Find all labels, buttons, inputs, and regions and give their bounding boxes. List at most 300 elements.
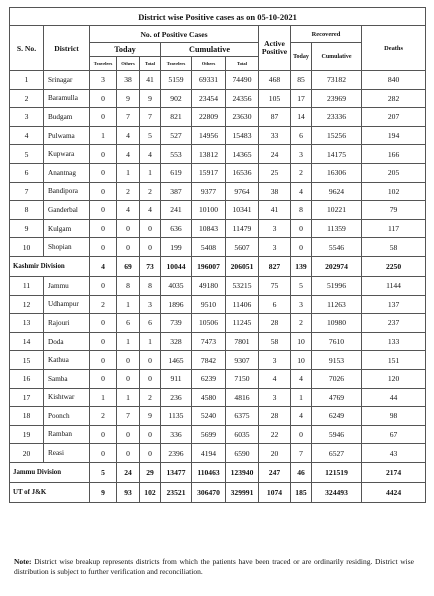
cell-t-trav: 1 bbox=[90, 388, 117, 407]
cell-t-tot: 9 bbox=[140, 407, 161, 426]
cell-t-tot: 4 bbox=[140, 201, 161, 220]
cell-r-cum: 23336 bbox=[312, 108, 362, 127]
header-cumulative-total: Total bbox=[226, 57, 259, 71]
cell-deaths: 237 bbox=[362, 314, 426, 333]
cell-c-trav: 13477 bbox=[161, 462, 192, 482]
cell-t-oth: 8 bbox=[117, 276, 140, 295]
cell-r-cum: 73182 bbox=[312, 71, 362, 90]
cell-c-tot: 11245 bbox=[226, 314, 259, 333]
cell-c-oth: 7473 bbox=[192, 332, 226, 351]
cell-deaths: 117 bbox=[362, 219, 426, 238]
cell-district: Budgam bbox=[44, 108, 90, 127]
table-row bbox=[10, 219, 426, 238]
cell-t-oth: 0 bbox=[117, 219, 140, 238]
cell-c-trav: 241 bbox=[161, 201, 192, 220]
header-today-total: Total bbox=[140, 57, 161, 71]
cell-c-tot: 7150 bbox=[226, 369, 259, 388]
cell-r-today: 46 bbox=[291, 462, 312, 482]
cell-t-oth: 0 bbox=[117, 238, 140, 257]
cell-c-trav: 739 bbox=[161, 314, 192, 333]
cell-c-oth: 9377 bbox=[192, 182, 226, 201]
cell-active: 38 bbox=[259, 182, 291, 201]
cell-t-tot: 2 bbox=[140, 388, 161, 407]
cell-active: 22 bbox=[259, 425, 291, 444]
cell-t-tot: 6 bbox=[140, 314, 161, 333]
cell-active: 1074 bbox=[259, 482, 291, 502]
cell-r-cum: 15256 bbox=[312, 126, 362, 145]
table-body bbox=[10, 71, 426, 503]
subtotal-row bbox=[10, 482, 426, 502]
cell-active: 25 bbox=[259, 163, 291, 182]
cell-c-oth: 69331 bbox=[192, 71, 226, 90]
cell-active: 468 bbox=[259, 71, 291, 90]
cell-t-oth: 4 bbox=[117, 145, 140, 164]
cell-sno: 10 bbox=[10, 238, 44, 257]
cell-t-tot: 1 bbox=[140, 163, 161, 182]
cell-t-tot: 0 bbox=[140, 444, 161, 463]
cell-c-tot: 123940 bbox=[226, 462, 259, 482]
cell-r-today: 6 bbox=[291, 126, 312, 145]
cell-deaths: 2174 bbox=[362, 462, 426, 482]
cell-t-oth: 0 bbox=[117, 351, 140, 370]
cell-r-today: 0 bbox=[291, 219, 312, 238]
cell-c-oth: 6239 bbox=[192, 369, 226, 388]
header-today-travelers: Travelers bbox=[90, 57, 117, 71]
cell-deaths: 98 bbox=[362, 407, 426, 426]
cell-t-tot: 73 bbox=[140, 256, 161, 276]
cell-t-oth: 6 bbox=[117, 314, 140, 333]
subtotal-row bbox=[10, 462, 426, 482]
cell-t-trav: 1 bbox=[90, 126, 117, 145]
cell-c-oth: 10506 bbox=[192, 314, 226, 333]
cell-district: Poonch bbox=[44, 407, 90, 426]
district-cases-table bbox=[9, 7, 426, 503]
cell-t-oth: 0 bbox=[117, 444, 140, 463]
cell-district: Kupwara bbox=[44, 145, 90, 164]
cell-r-cum: 5946 bbox=[312, 425, 362, 444]
cell-r-today: 2 bbox=[291, 163, 312, 182]
cell-t-tot: 7 bbox=[140, 108, 161, 127]
cell-active: 4 bbox=[259, 369, 291, 388]
cell-r-today: 5 bbox=[291, 276, 312, 295]
cell-c-tot: 5607 bbox=[226, 238, 259, 257]
cell-r-today: 17 bbox=[291, 89, 312, 108]
cell-sno: 5 bbox=[10, 145, 44, 164]
cell-t-oth: 9 bbox=[117, 89, 140, 108]
cell-t-trav: 0 bbox=[90, 163, 117, 182]
cell-deaths: 166 bbox=[362, 145, 426, 164]
cell-t-oth: 1 bbox=[117, 332, 140, 351]
cell-t-tot: 0 bbox=[140, 369, 161, 388]
cell-c-oth: 49180 bbox=[192, 276, 226, 295]
cell-t-oth: 4 bbox=[117, 201, 140, 220]
cell-district: Anantnag bbox=[44, 163, 90, 182]
cell-c-tot: 7801 bbox=[226, 332, 259, 351]
cell-district: Srinagar bbox=[44, 71, 90, 90]
cell-r-cum: 51996 bbox=[312, 276, 362, 295]
cell-sno: 15 bbox=[10, 351, 44, 370]
cell-t-trav: 0 bbox=[90, 182, 117, 201]
cell-c-tot: 6590 bbox=[226, 444, 259, 463]
cell-c-trav: 911 bbox=[161, 369, 192, 388]
cell-active: 3 bbox=[259, 388, 291, 407]
table-row bbox=[10, 238, 426, 257]
cell-r-today: 0 bbox=[291, 238, 312, 257]
cell-c-trav: 23521 bbox=[161, 482, 192, 502]
cell-deaths: 133 bbox=[362, 332, 426, 351]
cell-r-today: 7 bbox=[291, 444, 312, 463]
cell-t-oth: 1 bbox=[117, 388, 140, 407]
cell-r-today: 3 bbox=[291, 145, 312, 164]
footnote bbox=[14, 557, 414, 577]
cell-deaths: 137 bbox=[362, 295, 426, 314]
cell-sno: 14 bbox=[10, 332, 44, 351]
cell-active: 33 bbox=[259, 126, 291, 145]
cell-c-tot: 6375 bbox=[226, 407, 259, 426]
cell-t-oth: 7 bbox=[117, 108, 140, 127]
cell-c-trav: 902 bbox=[161, 89, 192, 108]
cell-t-trav: 3 bbox=[90, 71, 117, 90]
cell-deaths: 205 bbox=[362, 163, 426, 182]
cell-r-today: 14 bbox=[291, 108, 312, 127]
cell-c-tot: 15483 bbox=[226, 126, 259, 145]
cell-r-today: 85 bbox=[291, 71, 312, 90]
header-today: Today bbox=[90, 43, 161, 57]
cell-r-today: 4 bbox=[291, 182, 312, 201]
cell-active: 28 bbox=[259, 407, 291, 426]
cell-c-oth: 5408 bbox=[192, 238, 226, 257]
cell-r-cum: 121519 bbox=[312, 462, 362, 482]
cell-sno: 16 bbox=[10, 369, 44, 388]
cell-district: Bandipora bbox=[44, 182, 90, 201]
cell-t-trav: 0 bbox=[90, 219, 117, 238]
header-recovered-today: Today bbox=[291, 43, 312, 71]
cell-c-trav: 636 bbox=[161, 219, 192, 238]
cell-c-oth: 23454 bbox=[192, 89, 226, 108]
cell-district: Kulgam bbox=[44, 219, 90, 238]
cell-t-tot: 1 bbox=[140, 332, 161, 351]
cell-c-tot: 10341 bbox=[226, 201, 259, 220]
cell-r-cum: 324493 bbox=[312, 482, 362, 502]
cell-c-trav: 2396 bbox=[161, 444, 192, 463]
cell-c-oth: 5699 bbox=[192, 425, 226, 444]
cell-c-oth: 7842 bbox=[192, 351, 226, 370]
cell-district: Pulwama bbox=[44, 126, 90, 145]
cell-sno: 2 bbox=[10, 89, 44, 108]
header-cumulative: Cumulative bbox=[161, 43, 259, 57]
cell-t-tot: 102 bbox=[140, 482, 161, 502]
cell-c-trav: 336 bbox=[161, 425, 192, 444]
cell-sno: 11 bbox=[10, 276, 44, 295]
cell-r-cum: 11359 bbox=[312, 219, 362, 238]
cell-t-trav: 0 bbox=[90, 238, 117, 257]
cell-c-trav: 821 bbox=[161, 108, 192, 127]
cell-c-tot: 23630 bbox=[226, 108, 259, 127]
cell-r-today: 4 bbox=[291, 407, 312, 426]
cell-sno: 7 bbox=[10, 182, 44, 201]
cell-r-cum: 16306 bbox=[312, 163, 362, 182]
cell-r-today: 3 bbox=[291, 295, 312, 314]
table-row bbox=[10, 163, 426, 182]
cell-t-trav: 0 bbox=[90, 351, 117, 370]
cell-t-tot: 8 bbox=[140, 276, 161, 295]
cell-r-cum: 23969 bbox=[312, 89, 362, 108]
cell-c-tot: 14365 bbox=[226, 145, 259, 164]
cell-district: Reasi bbox=[44, 444, 90, 463]
cell-r-cum: 10980 bbox=[312, 314, 362, 333]
cell-deaths: 102 bbox=[362, 182, 426, 201]
cell-t-trav: 4 bbox=[90, 256, 117, 276]
cell-c-tot: 11406 bbox=[226, 295, 259, 314]
table-row bbox=[10, 388, 426, 407]
cell-active: 3 bbox=[259, 219, 291, 238]
header-recovered-cumulative: Cumulative bbox=[312, 43, 362, 71]
cell-r-today: 10 bbox=[291, 332, 312, 351]
cell-r-today: 185 bbox=[291, 482, 312, 502]
table-row bbox=[10, 108, 426, 127]
cell-c-oth: 5240 bbox=[192, 407, 226, 426]
table-row bbox=[10, 126, 426, 145]
cell-deaths: 44 bbox=[362, 388, 426, 407]
cell-t-trav: 0 bbox=[90, 89, 117, 108]
cell-r-cum: 7026 bbox=[312, 369, 362, 388]
cell-t-tot: 9 bbox=[140, 89, 161, 108]
cell-deaths: 151 bbox=[362, 351, 426, 370]
cell-deaths: 282 bbox=[362, 89, 426, 108]
cell-deaths: 1144 bbox=[362, 276, 426, 295]
cell-district: Doda bbox=[44, 332, 90, 351]
cell-c-oth: 4580 bbox=[192, 388, 226, 407]
cell-active: 827 bbox=[259, 256, 291, 276]
cell-t-tot: 0 bbox=[140, 219, 161, 238]
header-active-positive: Active Positive bbox=[259, 26, 291, 71]
cell-r-today: 8 bbox=[291, 201, 312, 220]
cell-c-oth: 14956 bbox=[192, 126, 226, 145]
table-row bbox=[10, 369, 426, 388]
cell-r-today: 0 bbox=[291, 425, 312, 444]
cell-district: Kishtwar bbox=[44, 388, 90, 407]
header-cumulative-others: Others bbox=[192, 57, 226, 71]
cell-sno: 8 bbox=[10, 201, 44, 220]
table-row bbox=[10, 332, 426, 351]
cell-t-tot: 4 bbox=[140, 145, 161, 164]
cell-t-oth: 24 bbox=[117, 462, 140, 482]
table-row bbox=[10, 201, 426, 220]
cell-t-trav: 2 bbox=[90, 295, 117, 314]
cell-active: 105 bbox=[259, 89, 291, 108]
cell-c-oth: 10843 bbox=[192, 219, 226, 238]
cell-t-trav: 0 bbox=[90, 369, 117, 388]
table-row bbox=[10, 407, 426, 426]
cell-sno: 4 bbox=[10, 126, 44, 145]
cell-t-oth: 7 bbox=[117, 407, 140, 426]
cell-c-trav: 10044 bbox=[161, 256, 192, 276]
cell-t-oth: 2 bbox=[117, 182, 140, 201]
cell-district: Jammu Division bbox=[10, 462, 90, 482]
cell-c-trav: 328 bbox=[161, 332, 192, 351]
cell-t-tot: 2 bbox=[140, 182, 161, 201]
cell-t-tot: 0 bbox=[140, 351, 161, 370]
cell-sno: 13 bbox=[10, 314, 44, 333]
cell-t-trav: 0 bbox=[90, 425, 117, 444]
cell-c-trav: 5159 bbox=[161, 71, 192, 90]
cell-district: Shopian bbox=[44, 238, 90, 257]
cell-t-oth: 1 bbox=[117, 295, 140, 314]
cell-sno: 19 bbox=[10, 425, 44, 444]
cell-r-cum: 4769 bbox=[312, 388, 362, 407]
cell-t-tot: 0 bbox=[140, 238, 161, 257]
cell-t-trav: 0 bbox=[90, 201, 117, 220]
cell-c-tot: 16536 bbox=[226, 163, 259, 182]
cell-deaths: 840 bbox=[362, 71, 426, 90]
cell-t-trav: 0 bbox=[90, 276, 117, 295]
cell-c-oth: 13812 bbox=[192, 145, 226, 164]
header-cumulative-travelers: Travelers bbox=[161, 57, 192, 71]
cell-deaths: 58 bbox=[362, 238, 426, 257]
cell-c-trav: 1135 bbox=[161, 407, 192, 426]
cell-c-oth: 196007 bbox=[192, 256, 226, 276]
cell-r-cum: 10221 bbox=[312, 201, 362, 220]
cell-c-tot: 24356 bbox=[226, 89, 259, 108]
cell-active: 87 bbox=[259, 108, 291, 127]
cell-c-trav: 387 bbox=[161, 182, 192, 201]
cell-active: 3 bbox=[259, 238, 291, 257]
cell-district: Rajouri bbox=[44, 314, 90, 333]
cell-t-tot: 29 bbox=[140, 462, 161, 482]
table-row bbox=[10, 276, 426, 295]
cell-sno: 3 bbox=[10, 108, 44, 127]
table-row bbox=[10, 314, 426, 333]
table-row bbox=[10, 444, 426, 463]
cell-district: Ganderbal bbox=[44, 201, 90, 220]
table-row bbox=[10, 145, 426, 164]
table-row bbox=[10, 182, 426, 201]
cell-sno: 9 bbox=[10, 219, 44, 238]
cell-r-cum: 5546 bbox=[312, 238, 362, 257]
cell-sno: 12 bbox=[10, 295, 44, 314]
header-deaths: Deaths bbox=[362, 26, 426, 71]
cell-active: 247 bbox=[259, 462, 291, 482]
cell-deaths: 43 bbox=[362, 444, 426, 463]
cell-c-oth: 10100 bbox=[192, 201, 226, 220]
cell-t-trav: 0 bbox=[90, 108, 117, 127]
cell-district: Udhampur bbox=[44, 295, 90, 314]
cell-c-tot: 53215 bbox=[226, 276, 259, 295]
cell-sno: 20 bbox=[10, 444, 44, 463]
cell-deaths: 79 bbox=[362, 201, 426, 220]
report-page bbox=[9, 7, 425, 503]
cell-district: Baramulla bbox=[44, 89, 90, 108]
note-text: District wise breakup represents districts from which the patients have been traced or are ordinarily residing. District wise distribution is subject to further verification and reconciliation. bbox=[14, 557, 414, 576]
cell-district: Jammu bbox=[44, 276, 90, 295]
cell-r-cum: 202974 bbox=[312, 256, 362, 276]
cell-r-today: 10 bbox=[291, 351, 312, 370]
cell-t-tot: 0 bbox=[140, 425, 161, 444]
cell-r-today: 1 bbox=[291, 388, 312, 407]
cell-c-oth: 22809 bbox=[192, 108, 226, 127]
cell-active: 28 bbox=[259, 314, 291, 333]
cell-c-tot: 9764 bbox=[226, 182, 259, 201]
cell-r-cum: 7610 bbox=[312, 332, 362, 351]
cell-district: Samba bbox=[44, 369, 90, 388]
cell-c-trav: 199 bbox=[161, 238, 192, 257]
cell-t-trav: 0 bbox=[90, 314, 117, 333]
table-row bbox=[10, 351, 426, 370]
cell-t-trav: 0 bbox=[90, 145, 117, 164]
cell-c-oth: 306470 bbox=[192, 482, 226, 502]
cell-t-oth: 0 bbox=[117, 425, 140, 444]
cell-c-tot: 206051 bbox=[226, 256, 259, 276]
cell-sno: 17 bbox=[10, 388, 44, 407]
note-label: Note: bbox=[14, 557, 32, 566]
cell-t-trav: 2 bbox=[90, 407, 117, 426]
cell-r-cum: 11263 bbox=[312, 295, 362, 314]
cell-c-trav: 1465 bbox=[161, 351, 192, 370]
cell-t-tot: 3 bbox=[140, 295, 161, 314]
cell-t-oth: 38 bbox=[117, 71, 140, 90]
cell-sno: 18 bbox=[10, 407, 44, 426]
cell-c-oth: 4194 bbox=[192, 444, 226, 463]
cell-t-trav: 0 bbox=[90, 332, 117, 351]
table-row bbox=[10, 295, 426, 314]
cell-active: 24 bbox=[259, 145, 291, 164]
cell-district: UT of J&K bbox=[10, 482, 90, 502]
cell-r-cum: 9624 bbox=[312, 182, 362, 201]
cell-deaths: 120 bbox=[362, 369, 426, 388]
cell-deaths: 194 bbox=[362, 126, 426, 145]
cell-c-trav: 4035 bbox=[161, 276, 192, 295]
cell-c-oth: 15917 bbox=[192, 163, 226, 182]
cell-active: 58 bbox=[259, 332, 291, 351]
cell-c-tot: 11479 bbox=[226, 219, 259, 238]
cell-c-trav: 236 bbox=[161, 388, 192, 407]
header-recovered: Recovered bbox=[291, 26, 362, 43]
cell-t-oth: 1 bbox=[117, 163, 140, 182]
cell-t-trav: 9 bbox=[90, 482, 117, 502]
subtotal-row bbox=[10, 256, 426, 276]
cell-t-oth: 93 bbox=[117, 482, 140, 502]
cell-c-tot: 329991 bbox=[226, 482, 259, 502]
cell-district: Kathua bbox=[44, 351, 90, 370]
cell-t-tot: 5 bbox=[140, 126, 161, 145]
cell-deaths: 2250 bbox=[362, 256, 426, 276]
cell-active: 6 bbox=[259, 295, 291, 314]
cell-r-cum: 6249 bbox=[312, 407, 362, 426]
table-row bbox=[10, 71, 426, 90]
cell-district: Ramban bbox=[44, 425, 90, 444]
cell-c-tot: 4816 bbox=[226, 388, 259, 407]
cell-active: 20 bbox=[259, 444, 291, 463]
cell-deaths: 4424 bbox=[362, 482, 426, 502]
cell-active: 41 bbox=[259, 201, 291, 220]
cell-t-trav: 0 bbox=[90, 444, 117, 463]
cell-c-trav: 619 bbox=[161, 163, 192, 182]
cell-c-tot: 74490 bbox=[226, 71, 259, 90]
cell-sno: 6 bbox=[10, 163, 44, 182]
cell-r-cum: 6527 bbox=[312, 444, 362, 463]
cell-r-cum: 14175 bbox=[312, 145, 362, 164]
cell-deaths: 67 bbox=[362, 425, 426, 444]
cell-r-cum: 9153 bbox=[312, 351, 362, 370]
cell-active: 75 bbox=[259, 276, 291, 295]
cell-c-oth: 9510 bbox=[192, 295, 226, 314]
table-title: District wise Positive cases as on 05-10-2021 bbox=[10, 8, 426, 26]
header-positive-cases: No. of Positive Cases bbox=[90, 26, 259, 43]
table-row bbox=[10, 89, 426, 108]
cell-c-trav: 527 bbox=[161, 126, 192, 145]
cell-district: Kashmir Division bbox=[10, 256, 90, 276]
cell-c-trav: 1896 bbox=[161, 295, 192, 314]
